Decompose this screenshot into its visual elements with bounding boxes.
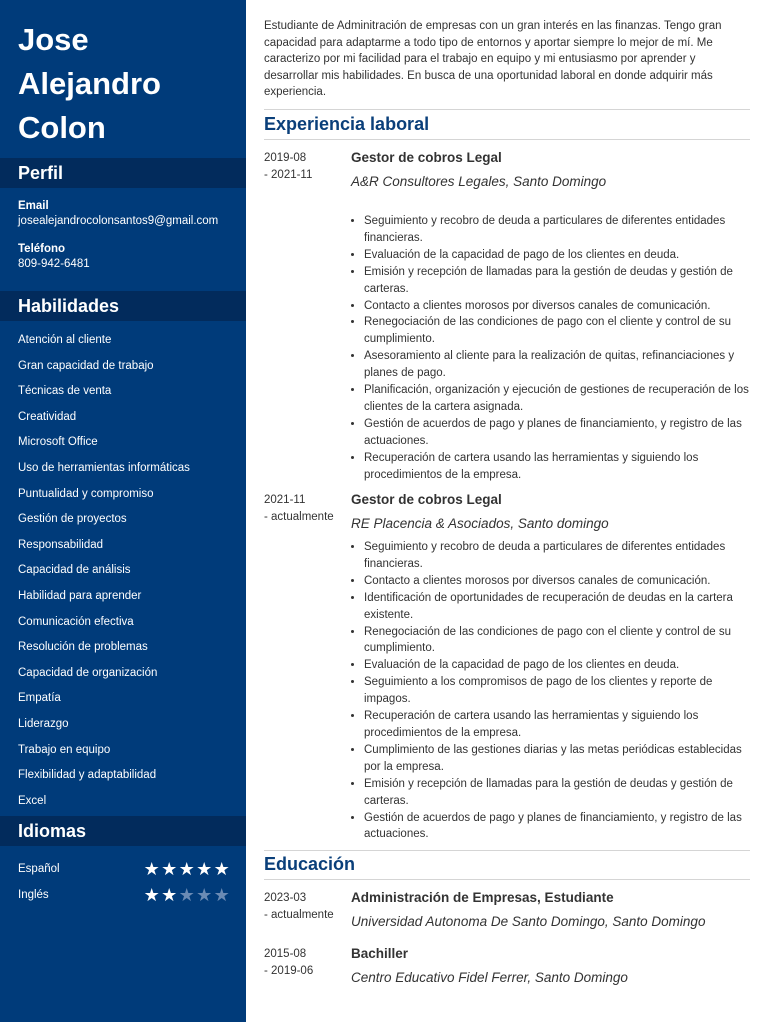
phone-value[interactable]: 809-942-6481 <box>18 258 90 270</box>
experience-heading: Experiencia laboral <box>264 114 750 140</box>
email-label: Email <box>18 200 49 212</box>
skill-item: Creatividad <box>18 410 77 423</box>
star-filled-icon: ★ <box>161 859 178 879</box>
date-end: - 2021-11 <box>264 168 313 181</box>
last-name: Colon <box>18 110 106 145</box>
skill-item: Liderazgo <box>18 717 69 730</box>
star-filled-icon: ★ <box>178 859 195 879</box>
experience-dates <box>264 492 344 525</box>
phone-block <box>18 243 238 270</box>
star-filled-icon: ★ <box>196 859 213 879</box>
job-bullet-item: • Identificación de oportunidades de recuperación de deudas en la cartera existente. <box>364 590 750 624</box>
job-bullets <box>364 539 750 843</box>
job-bullet-item: • Contacto a clientes morosos por diversos canales de comunicación. <box>364 573 750 590</box>
skill-item: Empatía <box>18 692 61 705</box>
job-bullet-item: • Renegociación de las condiciones de pago con el cliente y control de su cumplimiento. <box>364 624 750 658</box>
date-start: 2019-08 <box>264 152 307 164</box>
sidebar <box>0 0 246 1022</box>
date-end: - actualmente <box>264 510 334 523</box>
date-end: - actualmente <box>264 908 334 921</box>
date-start: 2023-03 <box>264 892 307 904</box>
phone-label: Teléfono <box>18 243 66 255</box>
language-row <box>18 856 230 882</box>
job-title: Gestor de cobros Legal <box>351 150 502 165</box>
section-idiomas-heading: Idiomas <box>0 816 246 846</box>
school-name: Centro Educativo Fidel Ferrer, Santo Domingo <box>351 970 628 985</box>
language-name: Español <box>18 863 60 875</box>
skill-item: Responsabilidad <box>18 538 104 551</box>
skill-item: Excel <box>18 794 47 807</box>
job-bullet-item: • Gestión de acuerdos de pago y planes de financiamiento, y registro de las actuaciones. <box>364 416 750 450</box>
skill-item: Puntualidad y compromiso <box>18 487 154 500</box>
skill-item: Habilidad para aprender <box>18 589 142 602</box>
date-end: - 2019-06 <box>264 964 314 977</box>
star-empty-icon: ★ <box>178 885 195 905</box>
language-name: Inglés <box>18 889 49 901</box>
star-empty-icon: ★ <box>213 885 230 905</box>
skill-item: Microsoft Office <box>18 436 98 449</box>
job-bullet-item: • Recuperación de cartera usando las herramientas y siguiendo los procedimientos de la empresa. <box>364 708 750 742</box>
date-start: 2021-11 <box>264 494 306 506</box>
summary-divider <box>264 109 750 110</box>
email-value[interactable]: josealejandrocolonsantos9@gmail.com <box>18 215 219 227</box>
skill-item: Uso de herramientas informáticas <box>18 461 190 474</box>
experience-dates <box>264 150 344 183</box>
star-filled-icon: ★ <box>213 859 230 879</box>
skills-list <box>18 333 238 819</box>
job-title: Gestor de cobros Legal <box>351 492 502 507</box>
section-perfil-heading: Perfil <box>0 158 246 188</box>
skill-item: Gran capacidad de trabajo <box>18 359 154 372</box>
star-filled-icon: ★ <box>143 859 160 879</box>
education-dates <box>264 946 344 979</box>
education-heading: Educación <box>264 854 750 880</box>
profile-summary: Estudiante de Adminitración de empresas con un gran interés en las finanzas. Tengo gran capacidad para adaptarme a todo tipo de entornos y aportar siempre lo mejor de mí. Me caracterizo por mi facilidad para el trabajo en equipo y mi entusiasmo por aprender y desarrollar mis habilidades. En busca de una oportunidad laboral en donde adquirir más experiencia. <box>264 20 722 99</box>
experience-divider <box>264 850 750 851</box>
school-name: Universidad Autonoma De Santo Domingo, Santo Domingo <box>351 914 706 929</box>
job-bullet-item: • Evaluación de la capacidad de pago de los clientes en deuda. <box>364 247 750 264</box>
job-bullet-item: • Emisión y recepción de llamadas para la gestión de deudas y gestión de carteras. <box>364 264 750 298</box>
job-bullet-item: • Planificación, organización y ejecución de gestiones de recuperación de los clientes de la cartera asignada. <box>364 382 750 416</box>
skill-item: Gestión de proyectos <box>18 513 127 526</box>
star-filled-icon: ★ <box>161 885 178 905</box>
job-bullet-item: • Gestión de acuerdos de pago y planes de financiamiento, y registro de las actuaciones. <box>364 810 750 844</box>
section-habilidades-heading: Habilidades <box>0 291 246 321</box>
languages-list <box>18 856 230 908</box>
skill-item: Resolución de problemas <box>18 641 148 654</box>
job-bullet-item: • Emisión y recepción de llamadas para la gestión de deudas y gestión de carteras. <box>364 776 750 810</box>
job-bullet-item: • Renegociación de las condiciones de pago con el cliente y control de su cumplimiento. <box>364 314 750 348</box>
job-bullet-item: • Seguimiento a los compromisos de pago de los clientes y reporte de impagos. <box>364 674 750 708</box>
skill-item: Capacidad de análisis <box>18 564 131 577</box>
email-block <box>18 200 238 227</box>
language-rating <box>144 860 231 878</box>
education-dates <box>264 890 344 923</box>
language-row <box>18 882 230 908</box>
middle-name: Alejandro <box>18 66 161 101</box>
first-name: Jose <box>18 22 89 57</box>
skill-item: Atención al cliente <box>18 334 112 346</box>
company-name: RE Placencia & Asociados, Santo domingo <box>351 516 609 531</box>
skill-item: Flexibilidad y adaptabilidad <box>18 769 157 782</box>
job-bullet-item: • Recuperación de cartera usando las herramientas y siguiendo los procedimientos de la empresa. <box>364 450 750 484</box>
skill-item: Comunicación efectiva <box>18 615 134 628</box>
star-filled-icon: ★ <box>143 885 160 905</box>
star-empty-icon: ★ <box>196 885 213 905</box>
skill-item: Trabajo en equipo <box>18 743 111 756</box>
company-name: A&R Consultores Legales, Santo Domingo <box>351 174 607 189</box>
degree-title: Administración de Empresas, Estudiante <box>351 890 614 905</box>
language-rating <box>144 886 231 904</box>
job-bullet-item: • Seguimiento y recobro de deuda a particulares de diferentes entidades financieras. <box>364 213 750 247</box>
job-bullets <box>364 213 750 484</box>
skill-item: Técnicas de venta <box>18 385 112 398</box>
job-bullet-item: • Cumplimiento de las gestiones diarias y las metas periódicas establecidas por la empresa. <box>364 742 750 776</box>
job-bullet-item: • Contacto a clientes morosos por diversos canales de comunicación. <box>364 298 750 315</box>
job-bullet-item: • Asesoramiento al cliente para la realización de quitas, refinanciaciones y planes de pago. <box>364 348 750 382</box>
degree-title: Bachiller <box>351 946 409 961</box>
skill-item: Capacidad de organización <box>18 666 158 679</box>
date-start: 2015-08 <box>264 948 307 960</box>
candidate-name <box>0 0 246 150</box>
job-bullet-item: • Evaluación de la capacidad de pago de los clientes en deuda. <box>364 657 750 674</box>
job-bullet-item: • Seguimiento y recobro de deuda a particulares de diferentes entidades financieras. <box>364 539 750 573</box>
